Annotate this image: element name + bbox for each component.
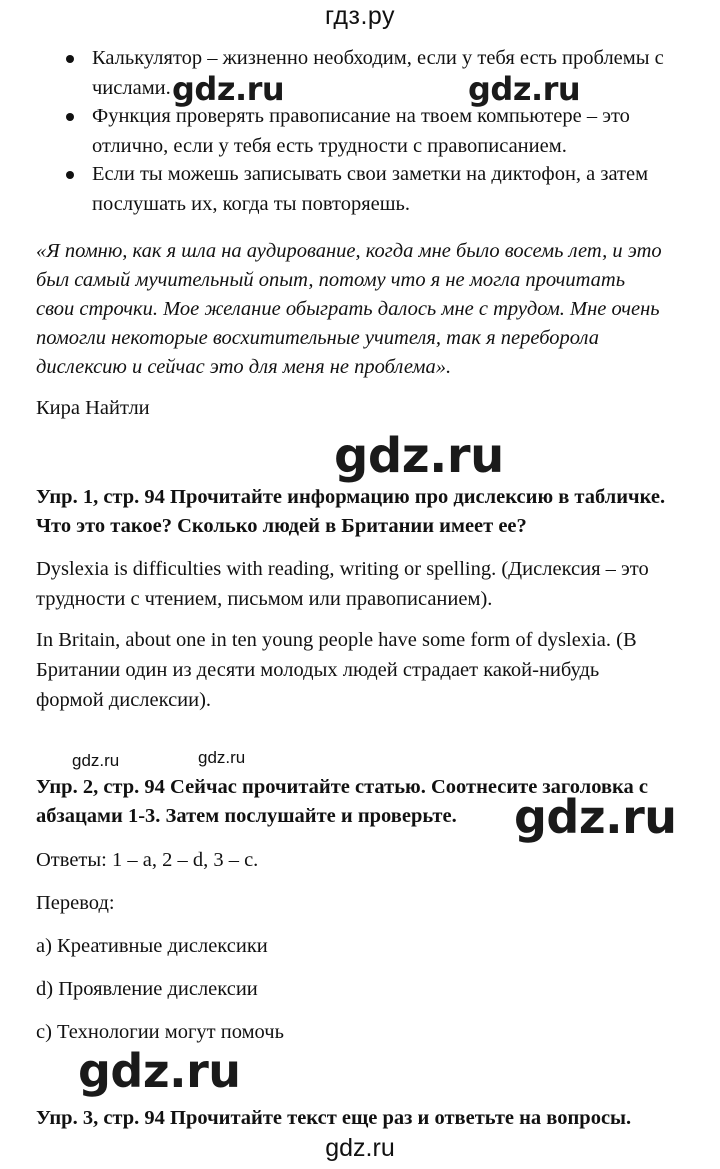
exercise-2-answers: Ответы: 1 – a, 2 – d, 3 – c. bbox=[36, 849, 259, 871]
watermark-small: gdz.ru bbox=[72, 751, 120, 770]
quote-line-4: помогли некоторые восхитительные учителя, так я переборола bbox=[36, 327, 599, 349]
quote-author: Кира Найтли bbox=[36, 397, 150, 419]
exercise-2-translation-label: Перевод: bbox=[36, 892, 115, 914]
quote-line-5: дислексию и сейчас это для меня не проблема». bbox=[36, 356, 452, 378]
bullet-3-line-1: Если ты можешь записывать свои заметки на диктофон, а затем bbox=[92, 163, 649, 185]
exercise-1-heading-line-1: Упр. 1, стр. 94 Прочитайте информацию про дислексию в табличке. bbox=[36, 486, 666, 508]
quote-line-3: свои строчки. Мое желание обыграть далось мне с трудом. Мне очень bbox=[36, 298, 660, 320]
bullet-dot-icon bbox=[66, 171, 74, 179]
exercise-3-heading: Упр. 3, стр. 94 Прочитайте текст еще раз и ответьте на вопросы. bbox=[36, 1107, 632, 1129]
exercise-2-item-a: a) Креативные дислексики bbox=[36, 935, 268, 957]
quote-line-1: «Я помню, как я шла на аудирование, когда мне было восемь лет, и это bbox=[36, 240, 662, 262]
watermark: gdz.ru bbox=[172, 70, 285, 108]
watermark: gdz.ru bbox=[78, 1044, 241, 1098]
exercise-1-para-2-line-1: In Britain, about one in ten young people have some form of dyslexia. (В bbox=[36, 629, 637, 651]
exercise-1-para-1-line-1: Dyslexia is difficulties with reading, writing or spelling. (Дислексия – это bbox=[36, 558, 649, 580]
exercise-2-heading-line-2: абзацами 1-3. Затем послушайте и проверьте. bbox=[36, 805, 457, 827]
exercise-2-heading-line-1: Упр. 2, стр. 94 Сейчас прочитайте статью. Соотнесите заголовка с bbox=[36, 776, 648, 798]
exercise-1-para-2-line-2: Британии один из десяти молодых людей страдает какой-нибудь bbox=[36, 659, 600, 681]
watermark-small: gdz.ru bbox=[198, 748, 246, 767]
site-header: гдз.ру bbox=[324, 2, 396, 30]
bullet-dot-icon bbox=[66, 55, 74, 63]
quote-line-2: был самый мучительный опыт, потому что я не могла прочитать bbox=[36, 269, 626, 291]
site-footer: gdz.ru bbox=[325, 1134, 395, 1162]
bullet-1-line-2: числами. bbox=[92, 77, 171, 99]
watermark: gdz.ru bbox=[468, 70, 581, 108]
bullet-2-line-1: Функция проверять правописание на твоем компьютере – это bbox=[92, 105, 630, 127]
exercise-1-para-2-line-3: формой дислексии). bbox=[36, 689, 212, 711]
watermark: gdz.ru bbox=[514, 790, 677, 844]
exercise-1-para-1-line-2: трудности с чтением, письмом или правописанием). bbox=[36, 588, 493, 610]
bullet-dot-icon bbox=[66, 113, 74, 121]
exercise-2-item-d: d) Проявление дислексии bbox=[36, 978, 258, 1000]
watermark: gdz.ru bbox=[334, 428, 504, 484]
exercise-2-item-c: c) Технологии могут помочь bbox=[36, 1021, 284, 1043]
bullet-2-line-2: отлично, если у тебя есть трудности с правописанием. bbox=[92, 135, 567, 157]
exercise-1-heading-line-2: Что это такое? Сколько людей в Британии имеет ее? bbox=[36, 515, 527, 537]
bullet-3-line-2: послушать их, когда ты повторяешь. bbox=[92, 193, 411, 215]
bullet-1-line-1: Калькулятор – жизненно необходим, если у тебя есть проблемы с bbox=[92, 47, 664, 69]
